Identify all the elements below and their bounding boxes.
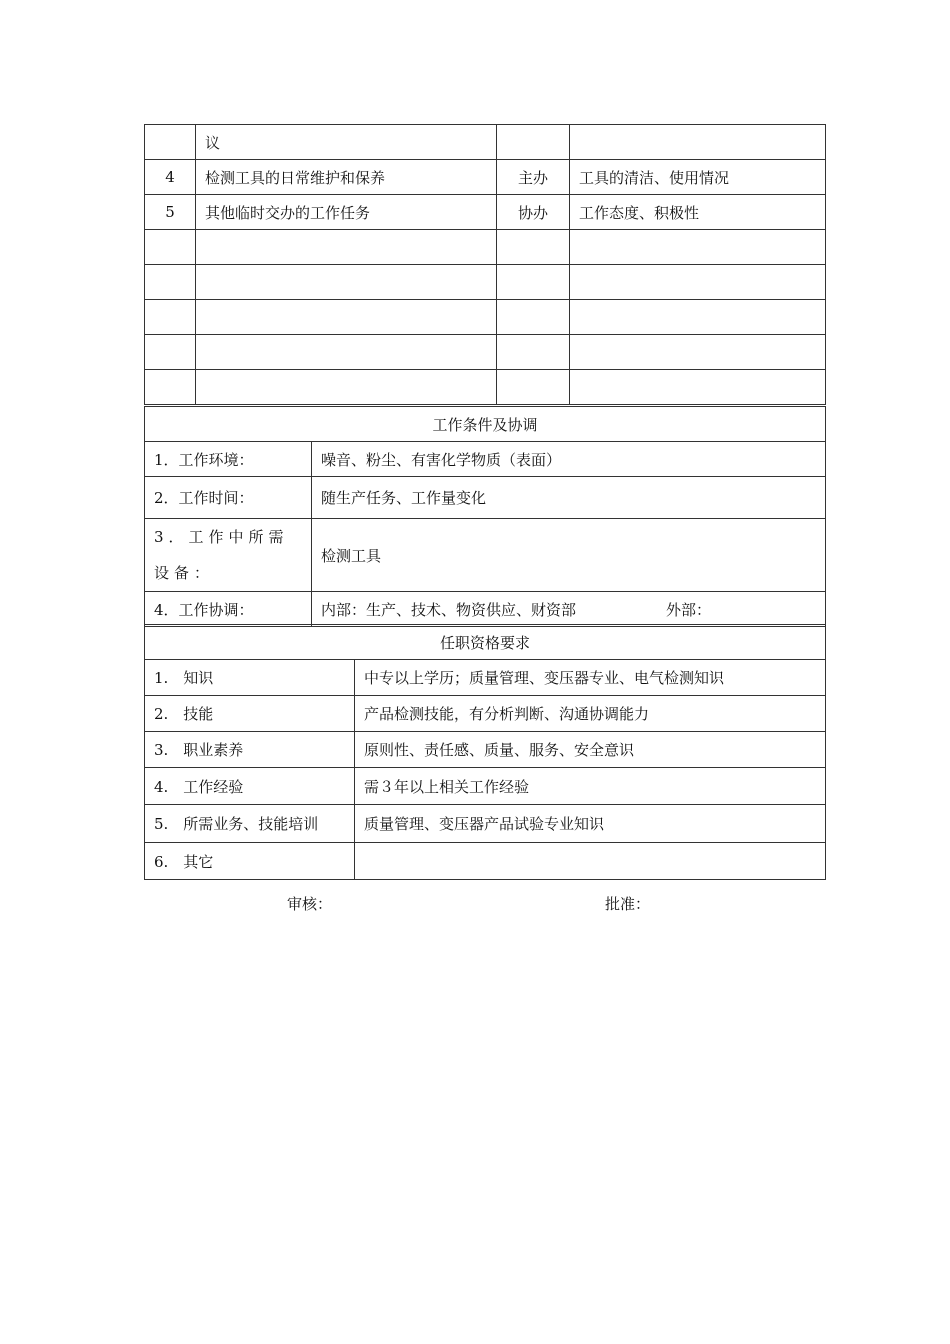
duty-row	[145, 125, 826, 160]
duty-content: 议	[196, 125, 497, 160]
qualification-row	[145, 732, 826, 768]
qualification-row	[145, 843, 826, 880]
duty-role	[497, 335, 570, 370]
duty-content: 其他临时交办的工作任务	[196, 195, 497, 230]
duty-row	[145, 265, 826, 300]
duty-content	[196, 230, 497, 265]
qualification-value: 质量管理、变压器产品试验专业知识	[355, 805, 826, 843]
condition-label: 1．工作环境：	[145, 442, 312, 477]
duty-role	[497, 300, 570, 335]
qualification-row	[145, 805, 826, 843]
qualification-label: 3. 职业素养	[145, 732, 355, 768]
duty-no	[145, 125, 196, 160]
condition-value: 随生产任务、工作量变化	[312, 477, 826, 519]
conditions-title: 工作条件及协调	[145, 407, 826, 442]
condition-label: 3．工作中所需设备：	[145, 519, 312, 592]
qualification-label: 5. 所需业务、技能培训	[145, 805, 355, 843]
duty-role: 主办	[497, 160, 570, 195]
duty-standard	[570, 125, 826, 160]
qualification-row	[145, 696, 826, 732]
duty-content: 检测工具的日常维护和保养	[196, 160, 497, 195]
duty-no: 4	[145, 160, 196, 195]
duty-no	[145, 300, 196, 335]
qualifications-title: 任职资格要求	[145, 625, 826, 660]
duty-role: 协办	[497, 195, 570, 230]
duty-no	[145, 265, 196, 300]
qualification-value	[355, 843, 826, 880]
duty-no	[145, 370, 196, 405]
duty-role	[497, 230, 570, 265]
qualification-row	[145, 660, 826, 696]
duty-row	[145, 370, 826, 405]
duty-no	[145, 335, 196, 370]
duty-content	[196, 335, 497, 370]
duty-standard	[570, 230, 826, 265]
duty-role	[497, 265, 570, 300]
duty-standard: 工作态度、积极性	[570, 195, 826, 230]
duty-content	[196, 265, 497, 300]
conditions-table	[144, 406, 826, 627]
qualification-value: 产品检测技能，有分析判断、沟通协调能力	[355, 696, 826, 732]
qualification-value: 需３年以上相关工作经验	[355, 768, 826, 805]
duty-standard	[570, 335, 826, 370]
duty-row	[145, 195, 826, 230]
duty-role	[497, 125, 570, 160]
duty-row	[145, 335, 826, 370]
qualification-value: 原则性、责任感、质量、服务、安全意识	[355, 732, 826, 768]
coordination-label: 4．工作协调：	[145, 592, 312, 627]
duty-standard: 工具的清洁、使用情况	[570, 160, 826, 195]
duty-role	[497, 370, 570, 405]
coordination-value	[312, 592, 826, 627]
approve-label: 批准：	[605, 895, 651, 913]
condition-value: 噪音、粉尘、有害化学物质（表面）	[312, 442, 826, 477]
duty-row	[145, 230, 826, 265]
duty-no: 5	[145, 195, 196, 230]
qualifications-table	[144, 624, 826, 880]
duty-row	[145, 160, 826, 195]
qualification-value: 中专以上学历；质量管理、变压器专业、电气检测知识	[355, 660, 826, 696]
qualification-label: 1. 知识	[145, 660, 355, 696]
qualification-row	[145, 768, 826, 805]
duty-no	[145, 230, 196, 265]
duty-standard	[570, 370, 826, 405]
duty-standard	[570, 300, 826, 335]
duties-table	[144, 124, 826, 405]
coordination-internal: 内部：生产、技术、物资供应、财资部	[321, 600, 577, 619]
qualification-label: 2. 技能	[145, 696, 355, 732]
qualification-label: 4. 工作经验	[145, 768, 355, 805]
review-label: 审核：	[287, 895, 333, 913]
condition-label: 2．工作时间：	[145, 477, 312, 519]
qualification-label: 6. 其它	[145, 843, 355, 880]
condition-value: 检测工具	[312, 519, 826, 592]
coordination-external: 外部：	[666, 600, 712, 619]
duty-content	[196, 370, 497, 405]
duty-standard	[570, 265, 826, 300]
duty-row	[145, 300, 826, 335]
duty-content	[196, 300, 497, 335]
